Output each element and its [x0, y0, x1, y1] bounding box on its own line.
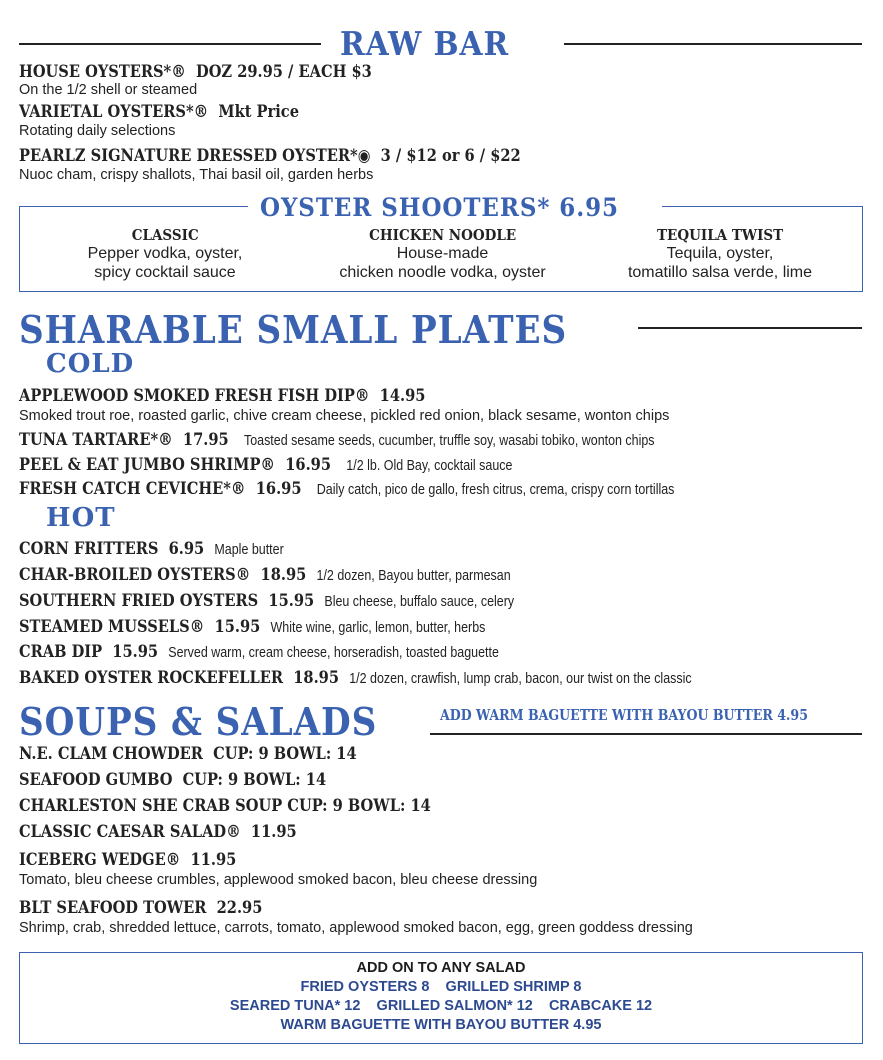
shooter-desc-line1: House-made — [396, 245, 489, 262]
addon-title: ADD ON TO ANY SALAD — [356, 960, 526, 976]
item-name: N.E. CLAM CHOWDER — [19, 744, 203, 764]
shooter-name: CLASSIC — [131, 226, 199, 244]
menu-item — [19, 642, 577, 662]
item-desc: 1/2 lb. Old Bay, cocktail sauce — [346, 458, 513, 474]
item-desc: Maple butter — [214, 542, 284, 558]
item-desc: Smoked trout roe, roasted garlic, chive cream cheese, pickled red onion, black sesame, wonton chips — [19, 408, 670, 424]
shooter-desc-line1: Tequila, oyster, — [666, 245, 774, 262]
item-price: 18.95 — [260, 565, 307, 585]
addon-line: FRIED OYSTERS 8 GRILLED SHRIMP 8 — [300, 979, 582, 995]
shooter-name: CHICKEN NOODLE — [369, 226, 516, 244]
item-desc: Served warm, cream cheese, horseradish, toasted baguette — [168, 645, 499, 661]
item-price: CUP: 9 BOWL: 14 — [182, 770, 327, 790]
menu-item — [19, 770, 376, 790]
shooter-chicken-noodle — [305, 226, 580, 282]
menu-item — [19, 430, 758, 450]
salad-addon-box — [19, 952, 863, 1044]
menu-item — [19, 744, 412, 764]
oyster-shooters-title-text: OYSTER SHOOTERS* 6.95 — [260, 193, 619, 222]
item-desc: Tomato, bleu cheese crumbles, applewood smoked bacon, bleu cheese dressing — [19, 872, 538, 888]
baguette-note-text: ADD WARM BAGUETTE WITH BAYOU BUTTER 4.95 — [440, 706, 808, 724]
addon-line: SEARED TUNA* 12 GRILLED SALMON* 12 CRABCAKE 12 — [229, 998, 653, 1014]
menu-item — [19, 455, 593, 475]
soups-salads-title-text: SOUPS & SALADS — [19, 699, 378, 744]
cold-subtitle — [46, 349, 134, 379]
menu-item — [19, 539, 327, 559]
item-name: SOUTHERN FRIED OYSTERS — [19, 591, 259, 611]
item-name: SEAFOOD GUMBO — [19, 770, 173, 790]
shooter-desc-line2: spicy cocktail sauce — [94, 264, 236, 281]
item-name: TUNA TARTARE*® — [19, 430, 173, 450]
shooter-desc-line2: tomatillo salsa verde, lime — [627, 264, 813, 281]
item-desc: 1/2 dozen, Bayou butter, parmesan — [316, 568, 511, 584]
menu-item — [19, 822, 342, 842]
small-plates-title-text: SHARABLE SMALL PLATES — [19, 307, 568, 352]
item-name: CRAB DIP — [19, 642, 103, 662]
item-name: ICEBERG WEDGE® — [19, 850, 181, 870]
item-name: STEAMED MUSSELS® — [19, 617, 205, 637]
item-price: 15.95 — [268, 591, 315, 611]
soups-rule — [430, 733, 862, 735]
item-price: 3 / $12 or 6 / $22 — [380, 146, 521, 166]
item-name: BAKED OYSTER ROCKEFELLER — [19, 668, 284, 688]
hot-subtitle — [46, 503, 116, 533]
item-price: 16.95 — [255, 479, 302, 499]
raw-bar-rule-right — [564, 43, 862, 45]
cold-subtitle-text: COLD — [46, 349, 135, 379]
raw-bar-rule-left — [19, 43, 321, 45]
menu-item — [19, 591, 595, 611]
menu-item — [19, 898, 302, 918]
item-desc: 1/2 dozen, crawfish, lump crab, bacon, our twist on the classic — [349, 671, 692, 687]
menu-item — [19, 565, 591, 585]
oyster-shooters-title — [248, 193, 662, 222]
addon-line: WARM BAGUETTE WITH BAYOU BUTTER 4.95 — [280, 1017, 602, 1033]
item-price: 15.95 — [214, 617, 261, 637]
shooter-desc-line2: chicken noodle vodka, oyster — [339, 264, 546, 281]
menu-item — [19, 479, 781, 499]
menu-item — [19, 62, 429, 82]
raw-bar-title-text: RAW BAR — [340, 24, 510, 63]
item-desc: Toasted sesame seeds, cucumber, truffle soy, wasabi tobiko, wonton chips — [243, 433, 655, 449]
item-desc: White wine, garlic, lemon, butter, herbs — [270, 620, 486, 636]
item-name: BLT SEAFOOD TOWER — [19, 898, 207, 918]
shooter-name: TEQUILA TWIST — [656, 226, 784, 244]
item-desc: Rotating daily selections — [19, 123, 176, 139]
item-name: PEARLZ SIGNATURE DRESSED OYSTER*◉ — [19, 146, 371, 166]
menu-item — [19, 617, 561, 637]
item-price: 18.95 — [293, 668, 340, 688]
item-desc: Bleu cheese, buffalo sauce, celery — [324, 594, 515, 610]
item-price: 17.95 — [182, 430, 229, 450]
soups-salads-title — [19, 699, 417, 744]
item-price: 22.95 — [216, 898, 263, 918]
item-price: CUP: 9 BOWL: 14 — [213, 744, 357, 764]
item-price: 11.95 — [250, 822, 297, 842]
item-name: CHAR-BROILED OYSTERS® — [19, 565, 251, 585]
item-name: CORN FRITTERS — [19, 539, 159, 559]
menu-item — [19, 796, 498, 816]
item-price: 14.95 — [379, 386, 426, 406]
item-name: FRESH CATCH CEVICHE*® — [19, 479, 246, 499]
item-price: DOZ 29.95 / EACH $3 — [196, 62, 372, 82]
item-price: 16.95 — [285, 455, 332, 475]
menu-item — [19, 146, 602, 166]
baguette-note — [440, 706, 878, 724]
item-desc: Shrimp, crab, shredded lettuce, carrots, tomato, applewood smoked bacon, egg, green goddess dressing — [19, 920, 693, 936]
item-desc: Daily catch, pico de gallo, fresh citrus, crema, crispy corn tortillas — [316, 482, 675, 498]
item-name: CLASSIC CAESAR SALAD® — [19, 822, 241, 842]
shooter-classic — [40, 226, 290, 282]
item-price: Mkt Price — [218, 102, 300, 122]
menu-item — [19, 850, 272, 870]
shooter-tequila-twist — [595, 226, 845, 282]
item-name: PEEL & EAT JUMBO SHRIMP® — [19, 455, 276, 475]
item-name: VARIETAL OYSTERS*® — [19, 102, 209, 122]
hot-subtitle-text: HOT — [46, 503, 116, 533]
item-desc: Nuoc cham, crispy shallots, Thai basil oil, garden herbs — [19, 167, 374, 183]
item-price: CUP: 9 BOWL: 14 — [287, 796, 431, 816]
menu-item — [19, 102, 345, 122]
menu-item — [19, 668, 801, 688]
item-name: HOUSE OYSTERS*® — [19, 62, 186, 82]
item-price: 11.95 — [190, 850, 237, 870]
menu-item — [19, 386, 492, 406]
item-desc: On the 1/2 shell or steamed — [19, 82, 198, 98]
item-name: CHARLESTON SHE CRAB SOUP — [19, 796, 283, 816]
item-name: APPLEWOOD SMOKED FRESH FISH DIP® — [19, 386, 370, 406]
item-price: 15.95 — [112, 642, 159, 662]
item-price: 6.95 — [168, 539, 205, 559]
raw-bar-title — [340, 24, 528, 63]
small-plates-title — [19, 307, 628, 352]
small-plates-rule — [638, 327, 862, 329]
shooter-desc-line1: Pepper vodka, oyster, — [87, 245, 243, 262]
